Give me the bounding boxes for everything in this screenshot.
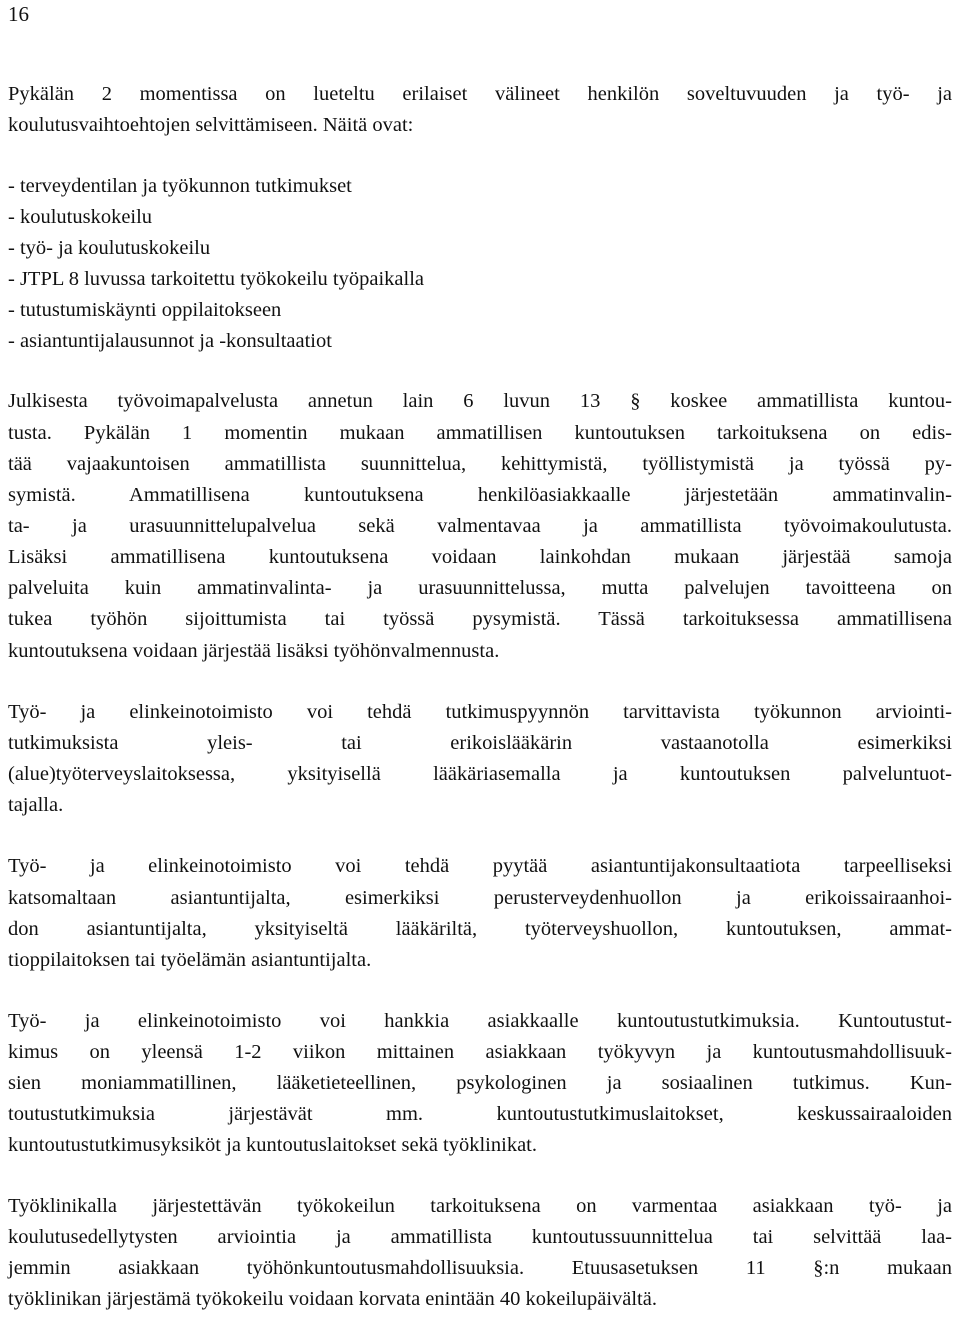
- text-line: koulutusvaihtoehtojen selvittämiseen. Näitä ovat:: [8, 114, 414, 136]
- text-line: tajalla.: [8, 794, 64, 816]
- text-line: koulutusedellytysten arviointia ja ammatillista kuntoutussuunnittelua tai selvittää laa-: [8, 1226, 952, 1248]
- text-line: Lisäksi ammatillisena kuntoutuksena voidaan lainkohdan mukaan järjestää samoja: [8, 546, 952, 568]
- text-line: Työ- ja elinkeinotoimisto voi tehdä tutkimuspyynnön tarvittavista työkunnon arviointi-: [8, 701, 952, 723]
- text-line: Työ- ja elinkeinotoimisto voi tehdä pyytää asiantuntijakonsultaatiota tarpeelliseksi: [8, 855, 952, 877]
- text-line: - terveydentilan ja työkunnon tutkimukset: [8, 175, 352, 197]
- text-line: kuntoutustutkimusyksiköt ja kuntoutuslaitokset sekä työklinikat.: [8, 1134, 537, 1156]
- text-line: tää vajaakuntoisen ammatillista suunnittelua, kehittymistä, työllistymistä ja työssä py-: [8, 453, 952, 475]
- text-line: toutustutkimuksia järjestävät mm. kuntoutustutkimuslaitokset, keskussairaaloiden: [8, 1103, 952, 1125]
- text-line: Pykälän 2 momentissa on lueteltu erilaiset välineet henkilön soveltuvuuden ja työ- ja: [8, 83, 952, 105]
- text-line: - JTPL 8 luvussa tarkoitettu työkokeilu työpaikalla: [8, 268, 425, 290]
- text-line: - työ- ja koulutuskokeilu: [8, 237, 211, 259]
- text-line: tusta. Pykälän 1 momentin mukaan ammatillisen kuntoutuksen tarkoituksena on edis-: [8, 422, 952, 444]
- text-line: tutkimuksista yleis- tai erikoislääkärin vastaanotolla esimerkiksi: [8, 732, 952, 754]
- text-line: symistä. Ammatillisena kuntoutuksena henkilöasiakkaalle järjestetään ammatinvalin-: [8, 484, 952, 506]
- text-line: jemmin asiakkaan työhönkuntoutusmahdollisuuksia. Etuusasetuksen 11 §:n mukaan: [8, 1257, 952, 1279]
- page-number: 16: [8, 2, 29, 26]
- text-line: - tutustumiskäynti oppilaitokseen: [8, 299, 282, 321]
- text-line: työklinikan järjestämä työkokeilu voidaan korvata enintään 40 kokeilupäivältä.: [8, 1288, 657, 1310]
- text-line: - asiantuntijalausunnot ja -konsultaatiot: [8, 330, 332, 352]
- text-line: kuntoutuksena voidaan järjestää lisäksi työhönvalmennusta.: [8, 640, 500, 662]
- text-line: Julkisesta työvoimapalvelusta annetun lain 6 luvun 13 § koskee ammatillista kuntou-: [8, 390, 952, 412]
- text-line: katsomaltaan asiantuntijalta, esimerkiksi perusterveydenhuollon ja erikoissairaanhoi-: [8, 887, 952, 909]
- text-line: kimus on yleensä 1-2 viikon mittainen asiakkaan työkyvyn ja kuntoutusmahdollisuuk-: [8, 1041, 952, 1063]
- text-line: tioppilaitoksen tai työelämän asiantuntijalta.: [8, 949, 372, 971]
- text-line: Työ- ja elinkeinotoimisto voi hankkia asiakkaalle kuntoutustutkimuksia. Kuntoutustut-: [8, 1010, 952, 1032]
- text-line: ta- ja urasuunnittelupalvelua sekä valmentavaa ja ammatillista työvoimakoulutusta.: [8, 515, 952, 537]
- text-line: don asiantuntijalta, yksityiseltä lääkäriltä, työterveyshuollon, kuntoutuksen, ammat-: [8, 918, 952, 940]
- text-line: sien moniammatillinen, lääketieteellinen, psykologinen ja sosiaalinen tutkimus. Kun-: [8, 1072, 952, 1094]
- text-line: Työklinikalla järjestettävän työkokeilun tarkoituksena on varmentaa asiakkaan työ- ja: [8, 1195, 952, 1217]
- text-line: - koulutuskokeilu: [8, 206, 153, 228]
- text-line: (alue)työterveyslaitoksessa, yksityisellä lääkäriasemalla ja kuntoutuksen palveluntuot-: [8, 763, 952, 785]
- text-line: tukea työhön sijoittumista tai työssä pysymistä. Tässä tarkoituksessa ammatillisena: [8, 608, 952, 630]
- text-line: palveluita kuin ammatinvalinta- ja urasuunnittelussa, mutta palvelujen tavoitteena on: [8, 577, 952, 599]
